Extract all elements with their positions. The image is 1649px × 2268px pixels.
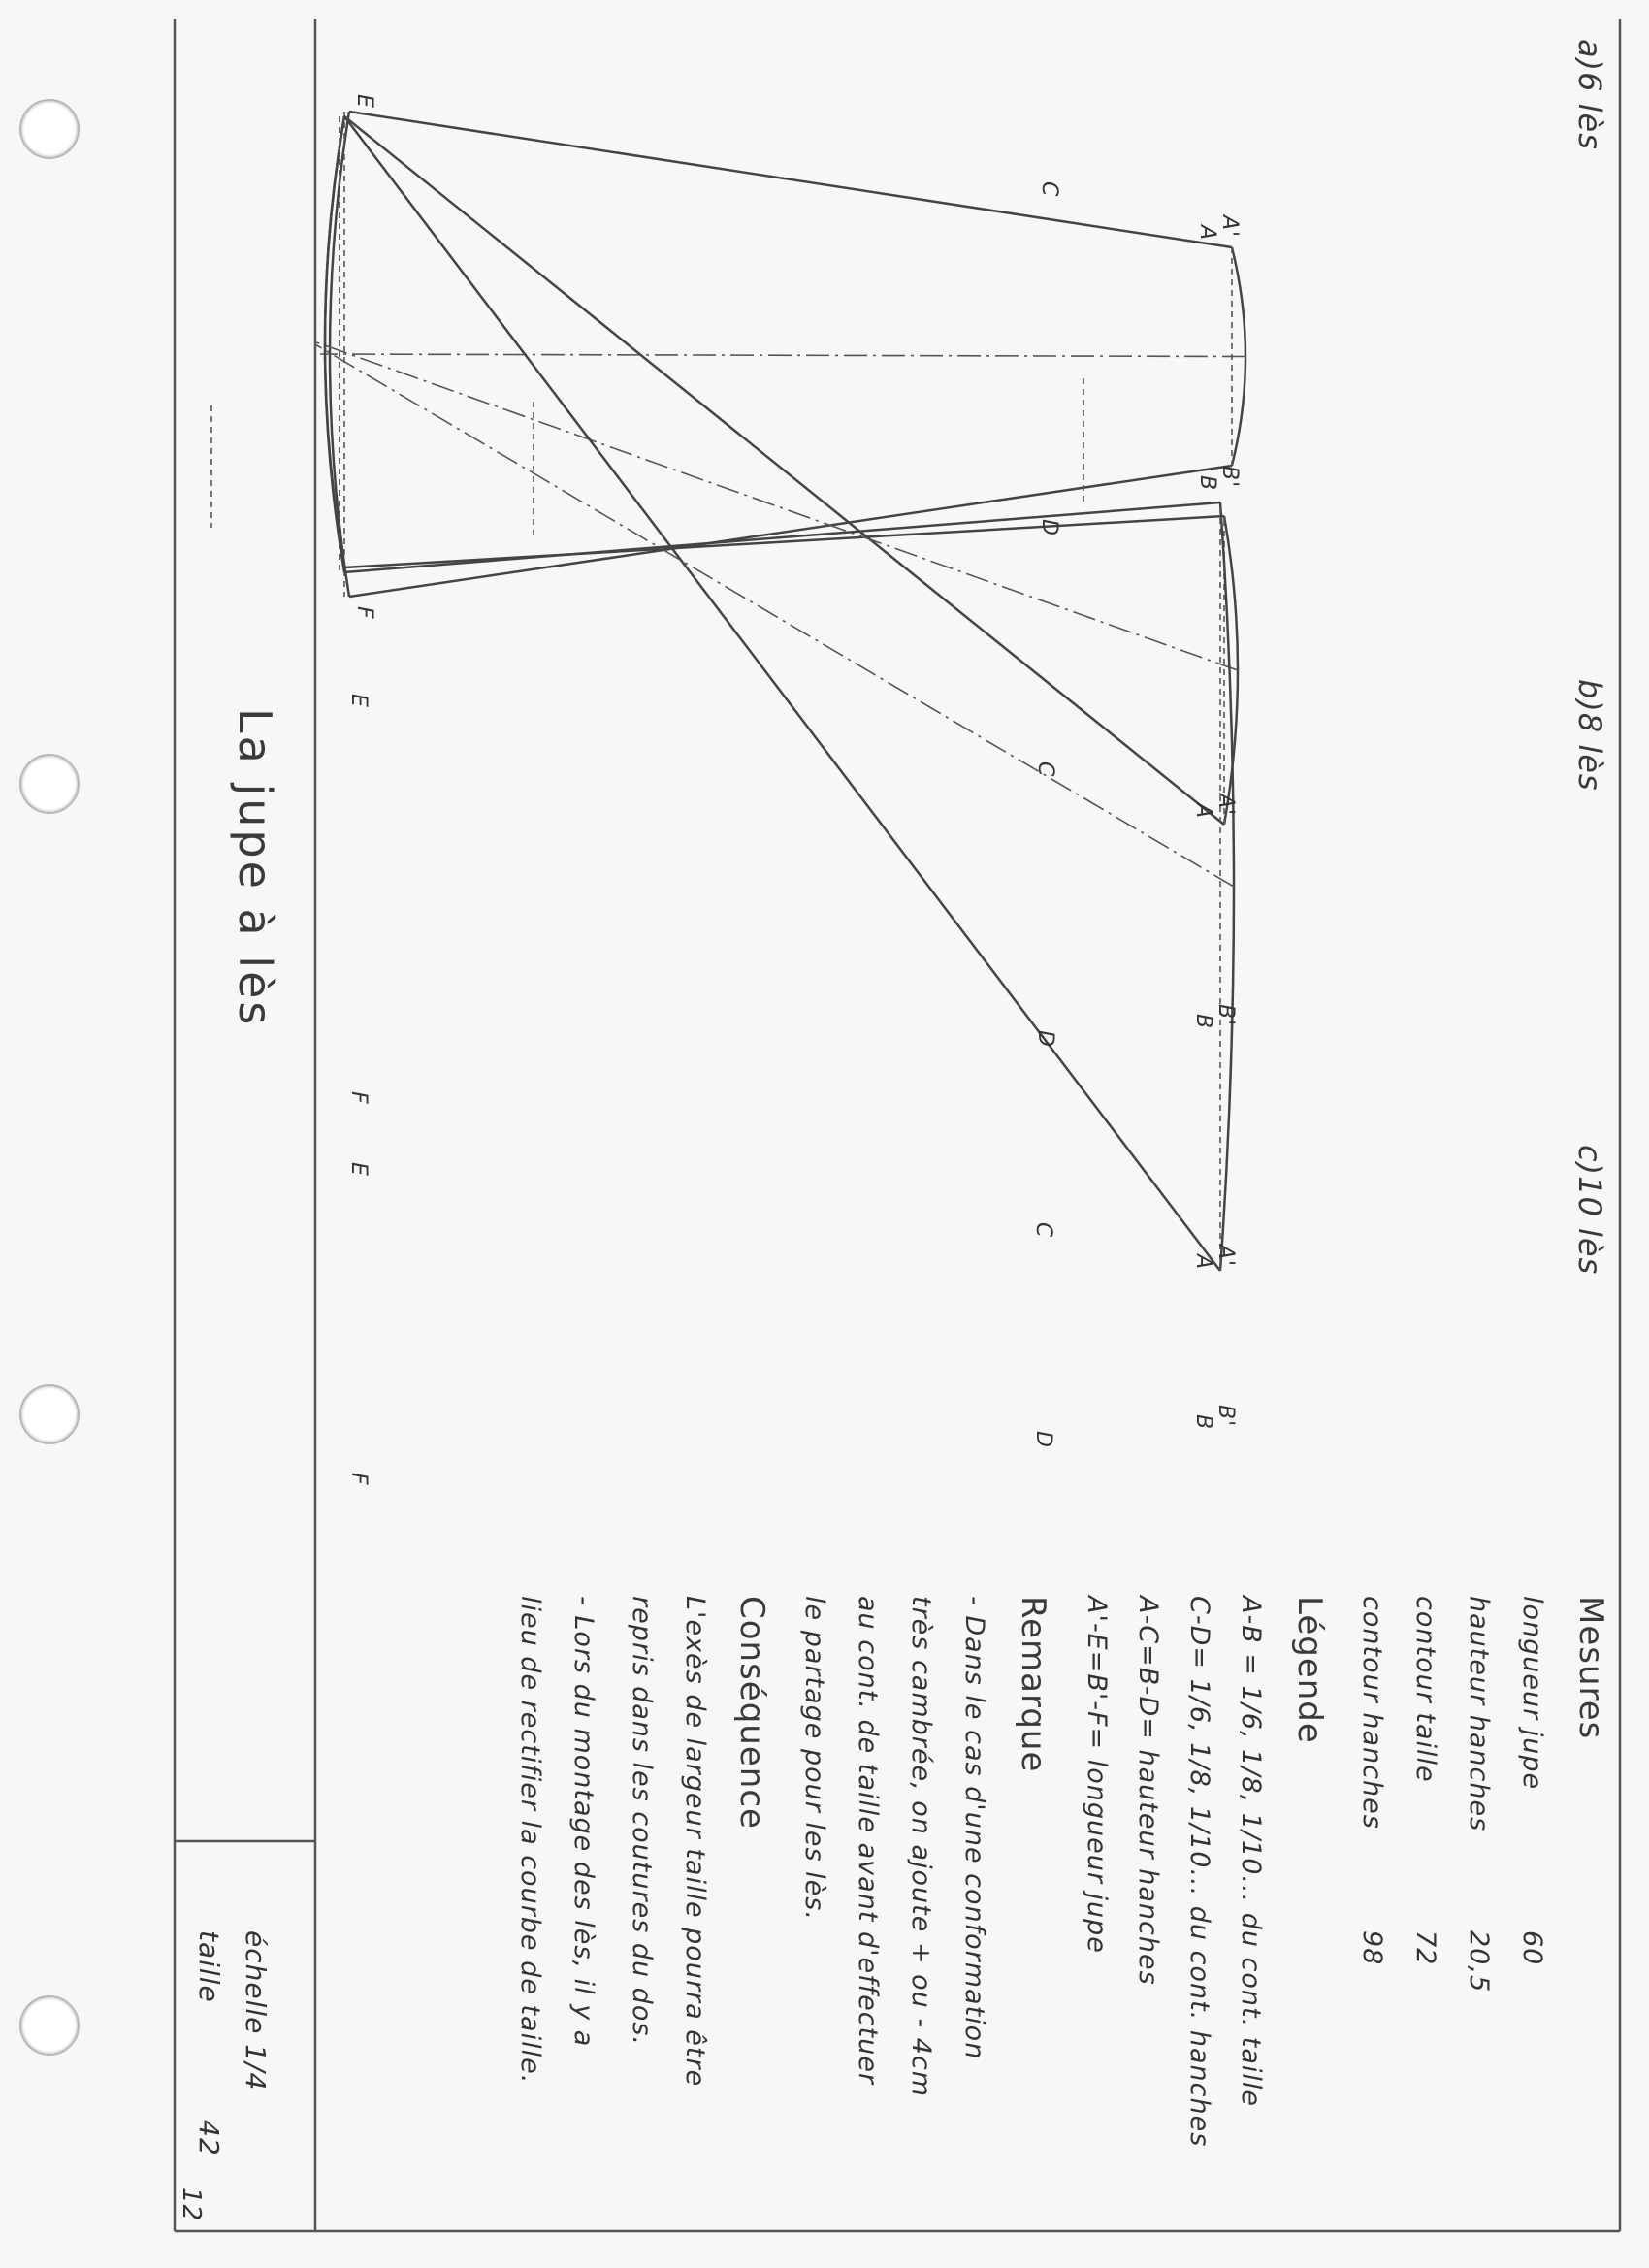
page-title: La jupe à lès bbox=[229, 708, 281, 1028]
point-b-prime-fig-b: B' bbox=[1213, 1004, 1238, 1027]
centre-line-a bbox=[320, 354, 1245, 357]
point-d-fig-b: D bbox=[1033, 1030, 1057, 1048]
legende-line-4: A'-E=B'-F= longueur jupe bbox=[1082, 1596, 1112, 1954]
centre-line-c bbox=[315, 344, 1234, 887]
side-seam-left-b bbox=[344, 116, 1224, 825]
point-c-fig-b: C bbox=[1033, 761, 1057, 778]
legende-line-1: A-B = 1/6, 1/8, 1/10... du cont. taille bbox=[1236, 1596, 1266, 2108]
cartouche-echelle: échelle 1/4 bbox=[240, 1930, 272, 2091]
waist-curve-c bbox=[1220, 502, 1234, 1271]
cartouche-taille-label: taille bbox=[193, 1930, 225, 2003]
consequence-line-4: lieu de rectifier la courbe de taille. bbox=[515, 1596, 545, 2085]
point-a-fig-b: A bbox=[1191, 803, 1215, 820]
point-b-prime-fig-a: B' bbox=[1217, 466, 1242, 489]
mesures-row-1-value: 60 bbox=[1517, 1930, 1547, 1966]
consequence-line-2: repris dans les coutures du dos. bbox=[627, 1596, 657, 2046]
point-b-prime-fig-c: B' bbox=[1213, 1405, 1238, 1428]
point-d-fig-a: D bbox=[1037, 519, 1061, 536]
figure-a-label: a)6 lès bbox=[1571, 39, 1608, 150]
consequence-line-3: - Lors du montage des lès, il y a bbox=[568, 1596, 598, 2048]
point-a-prime-fig-a: A' bbox=[1217, 215, 1242, 239]
point-f-fig-a: F bbox=[352, 606, 376, 620]
point-e-fig-b: E bbox=[346, 694, 371, 708]
cartouche-page-number: 12 bbox=[177, 2187, 206, 2222]
point-b-fig-c: B bbox=[1191, 1414, 1215, 1431]
point-a-fig-a: A bbox=[1195, 225, 1219, 242]
mesures-row-3-label: contour taille bbox=[1410, 1596, 1440, 1783]
point-a-fig-c: A bbox=[1191, 1254, 1215, 1271]
centre-line-b bbox=[315, 342, 1238, 671]
side-seam-right-c bbox=[344, 502, 1220, 572]
remarque-heading: Remarque bbox=[1014, 1596, 1052, 1773]
point-c-fig-c: C bbox=[1031, 1222, 1055, 1239]
mesures-row-2-label: hauteur hanches bbox=[1464, 1596, 1494, 1832]
mesures-row-1-label: longueur jupe bbox=[1517, 1596, 1547, 1791]
side-seam-left-c bbox=[344, 116, 1220, 1271]
side-seam-right-b bbox=[344, 516, 1224, 567]
point-b-fig-a: B bbox=[1195, 475, 1219, 492]
legende-heading: Légende bbox=[1290, 1596, 1329, 1744]
mesures-row-4-value: 98 bbox=[1357, 1930, 1387, 1966]
point-c-fig-a: C bbox=[1037, 181, 1061, 198]
point-f-fig-c: F bbox=[346, 1473, 371, 1486]
consequence-line-1: L'exès de largeur taille pourra être bbox=[680, 1596, 710, 2088]
mesures-row-3-value: 72 bbox=[1410, 1930, 1440, 1966]
mesures-row-4-label: contour hanches bbox=[1357, 1596, 1387, 1830]
hem-curve-c bbox=[325, 116, 344, 572]
figure-b-label: b)8 lès bbox=[1571, 679, 1608, 792]
point-a-prime-fig-c: A' bbox=[1213, 1245, 1238, 1268]
point-f-fig-b: F bbox=[346, 1091, 371, 1105]
point-b-fig-b: B bbox=[1191, 1014, 1215, 1030]
mesures-heading: Mesures bbox=[1571, 1596, 1610, 1740]
legende-line-2: C-D= 1/6, 1/8, 1/10... du cont. hanches bbox=[1184, 1596, 1214, 2148]
point-a-prime-fig-b: A' bbox=[1213, 794, 1238, 817]
point-e-fig-a: E bbox=[352, 94, 376, 109]
cartouche-taille-value: 42 bbox=[193, 2120, 225, 2156]
consequence-heading: Conséquence bbox=[732, 1596, 771, 1830]
point-e-fig-c: E bbox=[346, 1162, 371, 1177]
point-d-fig-c: D bbox=[1031, 1431, 1055, 1448]
mesures-row-2-value: 20,5 bbox=[1464, 1930, 1494, 1993]
remarque-line-2: très cambrée, on ajoute + ou - 4cm bbox=[906, 1596, 936, 2098]
figure-c-label: c)10 lès bbox=[1571, 1145, 1608, 1276]
remarque-line-3: au cont. de taille avant d'effectuer bbox=[853, 1596, 883, 2086]
side-seam-right-a bbox=[349, 466, 1232, 597]
remarque-line-1: - Dans le cas d'une conformation bbox=[959, 1596, 989, 2060]
legende-line-3: A-C=B-D= hauteur hanches bbox=[1133, 1596, 1163, 1986]
remarque-line-4: le partage pour les lès. bbox=[799, 1596, 829, 1921]
